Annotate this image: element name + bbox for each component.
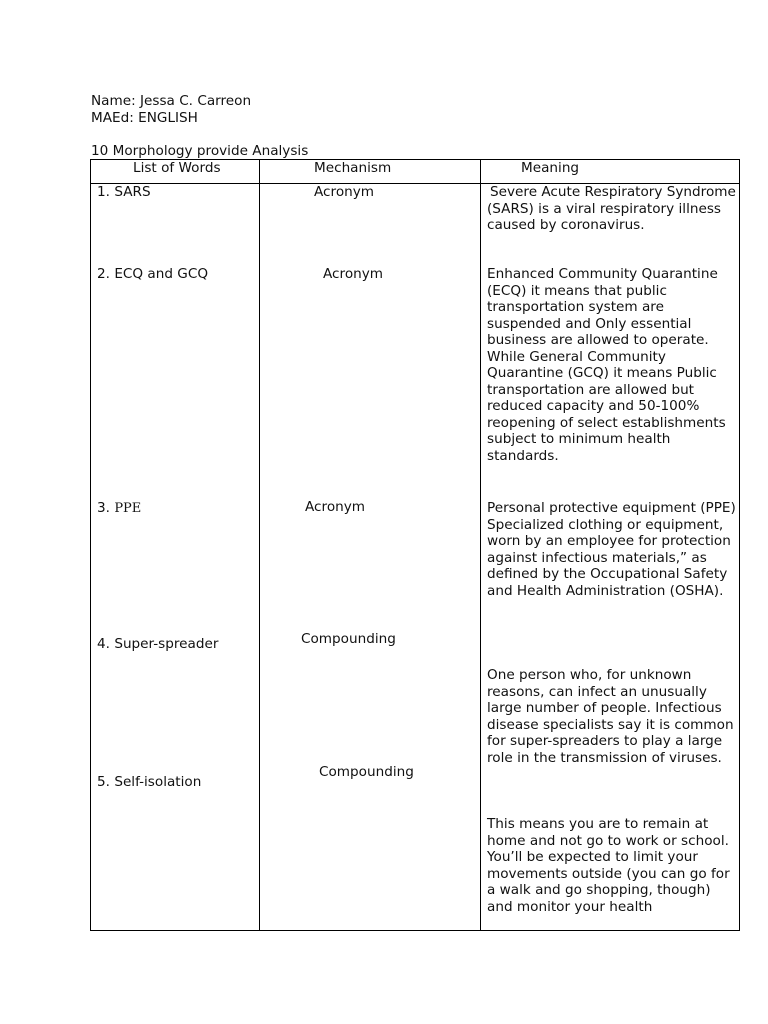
document-title: 10 Morphology provide Analysis [91,143,309,159]
table-row-word: 5. Self-isolation [97,774,202,790]
table-row-meaning: This means you are to remain at home and not go to work or school. You’ll be expected to limit your movements outside (you can go for a walk and go shopping, though) and monitor your health [487,816,730,915]
column-header-mechanism: Mechanism [314,160,392,176]
student-name: Name: Jessa C. Carreon [91,93,252,109]
column-divider [259,160,260,930]
column-header-meaning: Meaning [521,160,580,176]
column-divider [480,160,481,930]
table-row-word: 1. SARS [97,184,151,200]
table-row-mechanism: Compounding [319,764,414,780]
table-row-meaning: One person who, for unknown reasons, can infect an unusually large number of people. Infectious disease specialists say it is common for super-spreaders to play a large role in the transmission of viruses. [487,667,734,766]
table-row-meaning: Personal protective equipment (PPE) Specialized clothing or equipment, worn by an employee for protection against infectious materials,” as defined by the Occupational Safety and Health Administration (OSHA). [487,500,736,599]
table-row-meaning: Severe Acute Respiratory Syndrome (SARS) is a viral respiratory illness caused by coronavirus. [487,184,736,233]
table-row-mechanism: Acronym [323,266,384,282]
table-row-mechanism: Acronym [314,184,375,200]
table-row-mechanism: Compounding [301,631,396,647]
column-header-words: List of Words [133,160,221,176]
table-row-mechanism: Acronym [305,499,366,515]
morphology-table [90,159,740,931]
table-row-word: 2. ECQ and GCQ [97,266,209,282]
table-row-meaning: Enhanced Community Quarantine (ECQ) it means that public transportation system are suspended and Only essential business are allowed to operate. While General Community Quarantine (GCQ) it means Public transportation are allowed but reduced capacity and 50-100% reopening of select establishments subject to minimum health standards. [487,266,726,464]
table-row-word: 4. Super-spreader [97,636,219,652]
degree-program: MAEd: ENGLISH [91,110,198,126]
table-row-word: 3. PPE [97,500,142,516]
